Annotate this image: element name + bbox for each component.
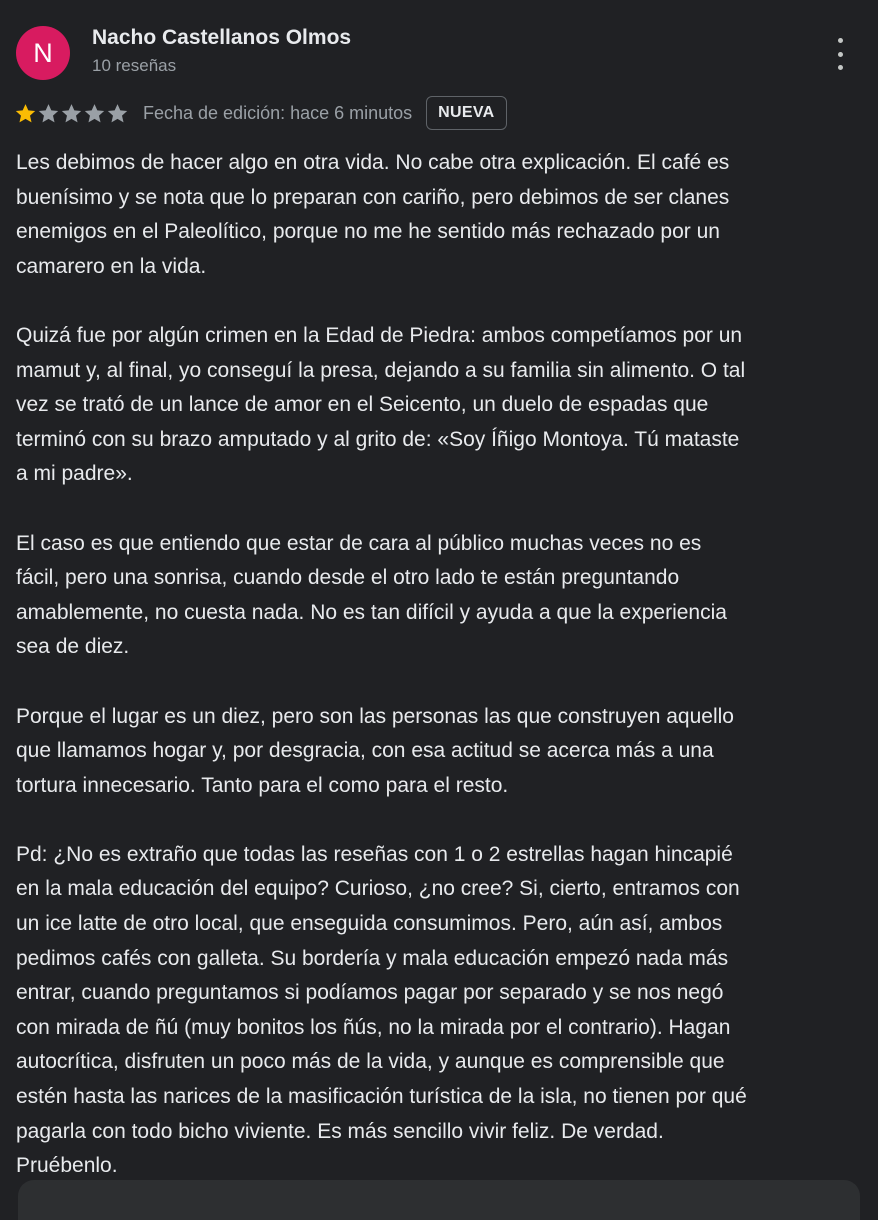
- star-empty-icon: [83, 102, 106, 125]
- more-options-button[interactable]: [826, 34, 854, 74]
- review-paragraph: Les debimos de hacer algo en otra vida. No cabe otra explicación. El café es buenísimo y se nota que lo preparan con cariño, pero debimos de ser clanes enemigos en el Paleolítico, porque no me he sentido más rechazado por un camarero en la vida.: [16, 151, 730, 278]
- author-review-count[interactable]: 10 reseñas: [92, 56, 177, 75]
- more-vertical-icon: [838, 38, 843, 43]
- new-badge: NUEVA: [426, 96, 506, 130]
- review-text: [16, 146, 866, 1184]
- rating-row: [14, 96, 507, 130]
- review-paragraph: El caso es que entiendo que estar de cara al público muchas veces no es fácil, pero una sonrisa, cuando desde el otro lado te están preguntando amablemente, no cuesta nada. No es tan difícil y ayuda a que la experiencia sea de diez.: [16, 531, 727, 659]
- star-empty-icon: [106, 102, 129, 125]
- review-paragraph: Porque el lugar es un diez, pero son las personas las que construyen aquello que llamamos hogar y, por desgracia, con esa actitud se acerca más a una tortura innecesario. Tanto para el como para el resto.: [16, 704, 734, 797]
- star-filled-icon: [14, 102, 37, 125]
- avatar[interactable]: [16, 26, 70, 80]
- edit-date: Fecha de edición: hace 6 minutos: [143, 102, 413, 123]
- more-vertical-icon: [838, 65, 843, 70]
- review-paragraph: Quizá fue por algún crimen en la Edad de Piedra: ambos competíamos por un mamut y, al final, yo conseguí la presa, dejando a su familia sin alimento. O tal vez se trató de un lance de amor en el Seicento, un duelo de espadas que terminó con su brazo amputado y al grito de: «Soy Íñigo Montoya. Tú mataste a mi padre».: [16, 323, 746, 486]
- review-paragraph: Pd: ¿No es extraño que todas las reseñas con 1 o 2 estrellas hagan hincapié en la mala educación del equipo? Curioso, ¿no cree? Si, cierto, entramos con un ice latte de otro local, que enseguida consumimos. Pero, aún así, ambos pedimos cafés con galleta. Su bordería y mala educación empezó nada más entrar, cuando preguntamos si podíamos pagar por separado y se nos negó con mirada de ñú (muy bonitos los ñús, no la mirada por el contrario). Hagan autocrítica, disfruten un poco más de la vida, y aunque es comprensible que estén hasta las narices de la masificación turística de la isla, no tienen por qué pagarla con todo bicho viviente. Es más sencillo vivir feliz. De verdad. Pruébenlo.: [16, 842, 747, 1178]
- next-card-edge: [18, 1180, 860, 1220]
- star-empty-icon: [37, 102, 60, 125]
- author-name[interactable]: Nacho Castellanos Olmos: [92, 26, 352, 49]
- more-vertical-icon: [838, 52, 843, 57]
- star-rating: [14, 102, 129, 125]
- avatar-initial: N: [33, 38, 53, 68]
- star-empty-icon: [60, 102, 83, 125]
